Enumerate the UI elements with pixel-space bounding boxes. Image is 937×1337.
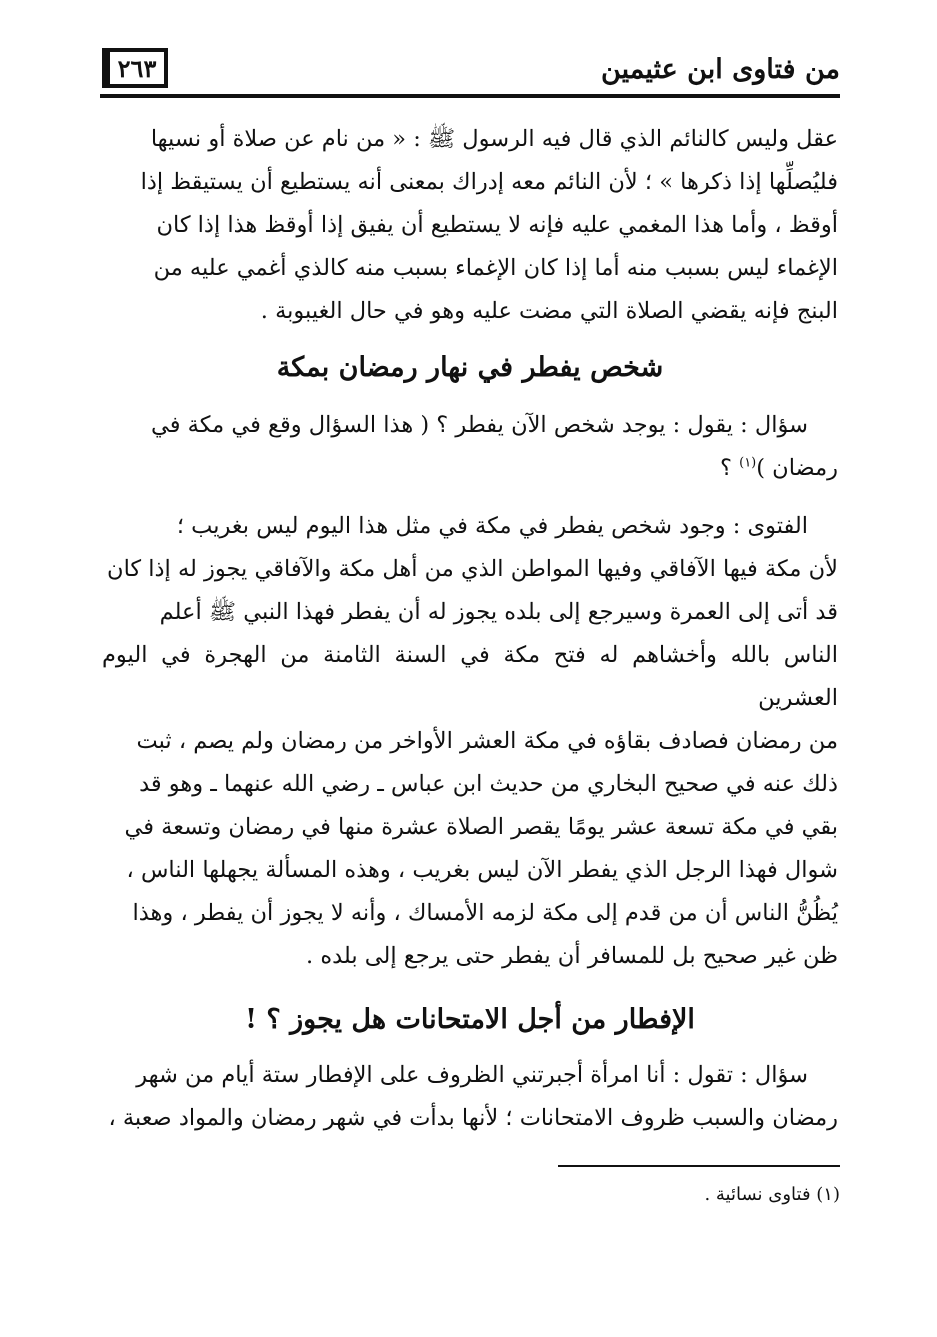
text-line: ظن غير صحيح بل للمسافر أن يفطر حتى يرجع إلى بلده .: [306, 943, 838, 969]
page-number: ٢٦٣: [102, 48, 168, 88]
section-heading: شخص يفطر في نهار رمضان بمكة: [276, 352, 664, 383]
text-line: سؤال : تقول : أنا امرأة أجبرتني الظروف على الإفطار ستة أيام من شهر: [136, 1062, 808, 1088]
text-line: فليُصلِّها إذا ذكرها » ؛ لأن النائم معه إدراك بمعنى أنه يستطيع أن يستيقظ إذا: [140, 169, 838, 195]
text-line: سؤال : يقول : يوجد شخص الآن يفطر ؟ ( هذا السؤال وقع في مكة في: [150, 412, 808, 438]
text-line: لأن مكة فيها الآفاقي وفيها المواطن الذي من أهل مكة والآفاقي يجوز له إذا كان: [107, 556, 838, 582]
section-heading: الإفطار من أجل الامتحانات هل يجوز ؟ !: [245, 1004, 695, 1035]
fatwa-paragraph: [102, 505, 838, 978]
text-line: من رمضان فصادف بقاؤه في مكة العشر الأواخر من رمضان ولم يصم ، ثبت: [136, 728, 838, 754]
question-paragraph: [102, 1054, 838, 1140]
running-header: [100, 48, 840, 100]
book-title: من فتاوى ابن عثيمين: [601, 54, 840, 85]
footnote-marker: (١): [739, 455, 757, 471]
footnote: (١) فتاوى نسائية .: [704, 1184, 840, 1205]
text-line: رمضان والسبب ظروف الامتحانات ؛ لأنها بدأت في شهر رمضان والمواد صعبة ،: [108, 1105, 838, 1131]
text-line: ذلك عنه في صحيح البخاري من حديث ابن عباس ـ رضي الله عنهما ـ وهو قد: [139, 771, 838, 797]
text-span: رمضان ): [756, 455, 838, 481]
text-line: الإغماء ليس بسبب منه أما إذا كان الإغماء بسبب منه كالذي أغمي عليه من: [153, 255, 838, 281]
text-line: الفتوى : وجود شخص يفطر في مكة في مثل هذا اليوم ليس بغريب ؛: [176, 513, 808, 539]
text-line: قد أتى إلى العمرة وسيرجع إلى بلده يجوز له أن يفطر فهذا النبي ﷺ أعلم: [159, 599, 838, 625]
text-line: عقل وليس كالنائم الذي قال فيه الرسول ﷺ : « من نام عن صلاة أو نسيها: [150, 126, 838, 152]
question-paragraph: [102, 404, 838, 490]
footnote-rule: [558, 1165, 840, 1167]
text-span: ؟: [720, 455, 740, 481]
intro-paragraph: [102, 118, 838, 333]
header-rule: [100, 94, 840, 98]
text-line: شوال فهذا الرجل الذي يفطر الآن ليس بغريب ، وهذه المسألة يجهلها الناس ،: [126, 857, 838, 883]
text-line: البنج فإنه يقضي الصلاة التي مضت عليه وهو في حال الغيبوبة .: [260, 298, 838, 324]
text-line: يُظُنُّ الناس أن من قدم إلى مكة لزمه الأمساك ، وأنه لا يجوز أن يفطر ، وهذا: [132, 900, 838, 926]
text-line: أوقظ ، وأما هذا المغمي عليه فإنه لا يستطيع أن يفيق إذا أوقظ هذا إذا كان: [156, 212, 838, 238]
text-line: الناس بالله وأخشاهم له فتح مكة في السنة الثامنة من الهجرة في اليوم العشرين: [102, 642, 838, 711]
text-line: بقي في مكة تسعة عشر يومًا يقصر الصلاة عشرة منها في رمضان وتسعة في: [124, 814, 838, 840]
text-line: [102, 447, 838, 490]
